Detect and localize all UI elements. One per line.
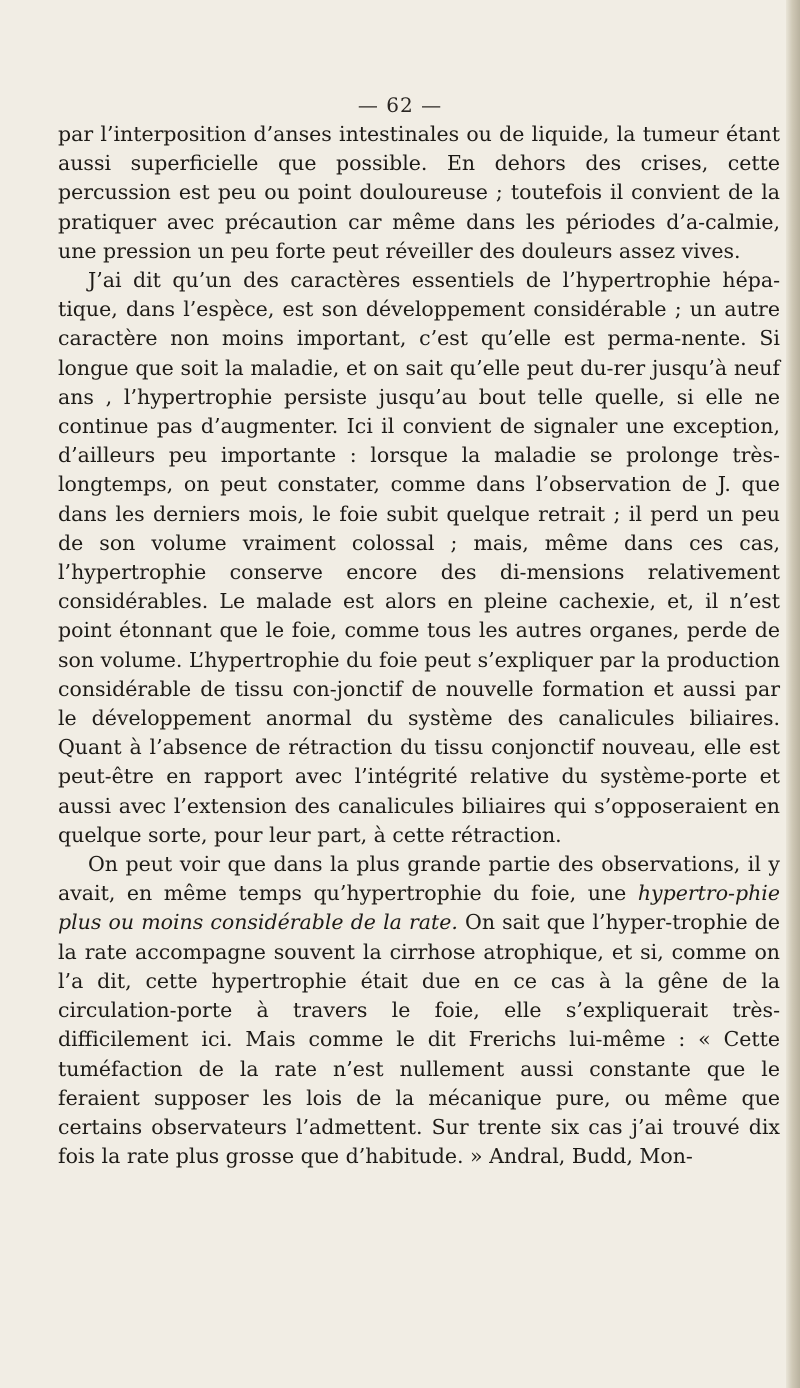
paragraph-1: par l’interposition d’anses intestinales ou de liquide, la tumeur étant aussi superficielle que possible. En dehors des crises, cette percussion est peu ou point douloureuse ; toutefois il convient de la pratiquer avec précaution car même dans les périodes d’a-calmie, une pression un peu forte peut réveiller des douleurs assez vives.	[58, 122, 780, 263]
page-edge-shadow	[786, 0, 800, 1388]
paragraph-2: J’ai dit qu’un des caractères essentiels de l’hypertrophie hépa-tique, dans l’espèce, est son développement considérable ; un autre caractère non moins important, c’est qu’elle est perma-nente. Si longue que soit la maladie, et on sait qu’elle peut du-rer jusqu’à neuf ans , l’hypertrophie persiste jusqu’au bout telle quelle, si elle ne continue pas d’augmenter. Ici il convient de signaler une exception, d’ailleurs peu importante : lorsque la maladie se prolonge très-longtemps, on peut constater, comme dans l’observation de J. que dans les derniers mois, le foie subit quelque retrait ; il perd un peu de son volume vraiment colossal ; mais, même dans ces cas, l’hypertrophie conserve encore des di-mensions relativement considérables. Le malade est alors en pleine cachexie, et, il n’est point étonnant que le foie, comme tous les autres organes, perde de son volume. L’hypertrophie du foie peut s’expliquer par la production considérable de tissu con-jonctif de nouvelle formation et aussi par le développement anormal du système des canalicules biliaires. Quant à l’absence de rétraction du tissu conjonctif nouveau, elle est peut-être en rapport avec l’intégrité relative du système-porte et aussi avec l’extension des canalicules biliaires qui s’opposeraient en quelque sorte, pour leur part, à cette rétraction.	[58, 268, 780, 847]
paragraph-3-text-start: On peut voir que dans la plus grande partie des observations, il y avait, en même temps qu’hypertrophie du foie, une	[58, 852, 780, 906]
paragraph-3-italic-phrase: hypertro-phie plus ou moins considérable de la rate.	[58, 881, 780, 935]
page-number: — 62 —	[357, 93, 443, 117]
body-text	[58, 120, 780, 1171]
paragraph-3-text-end: On sait que l’hyper-trophie de la rate accompagne souvent la cirrhose atrophique, et si, comme on l’a dit, cette hypertrophie était due en ce cas à la gêne de la circulation-porte à travers le foie, elle s’expliquerait très-difficilement ici. Mais comme le dit Frerichs lui-même : « Cette tuméfaction de la rate n’est nullement aussi constante que le feraient supposer les lois de la mécanique pure, ou même que certains observateurs l’admettent. Sur trente six cas j’ai trouvé dix fois la rate plus grosse que d’habitude. » Andral, Budd, Mon-	[58, 910, 780, 1169]
paragraph-3	[58, 850, 780, 1171]
